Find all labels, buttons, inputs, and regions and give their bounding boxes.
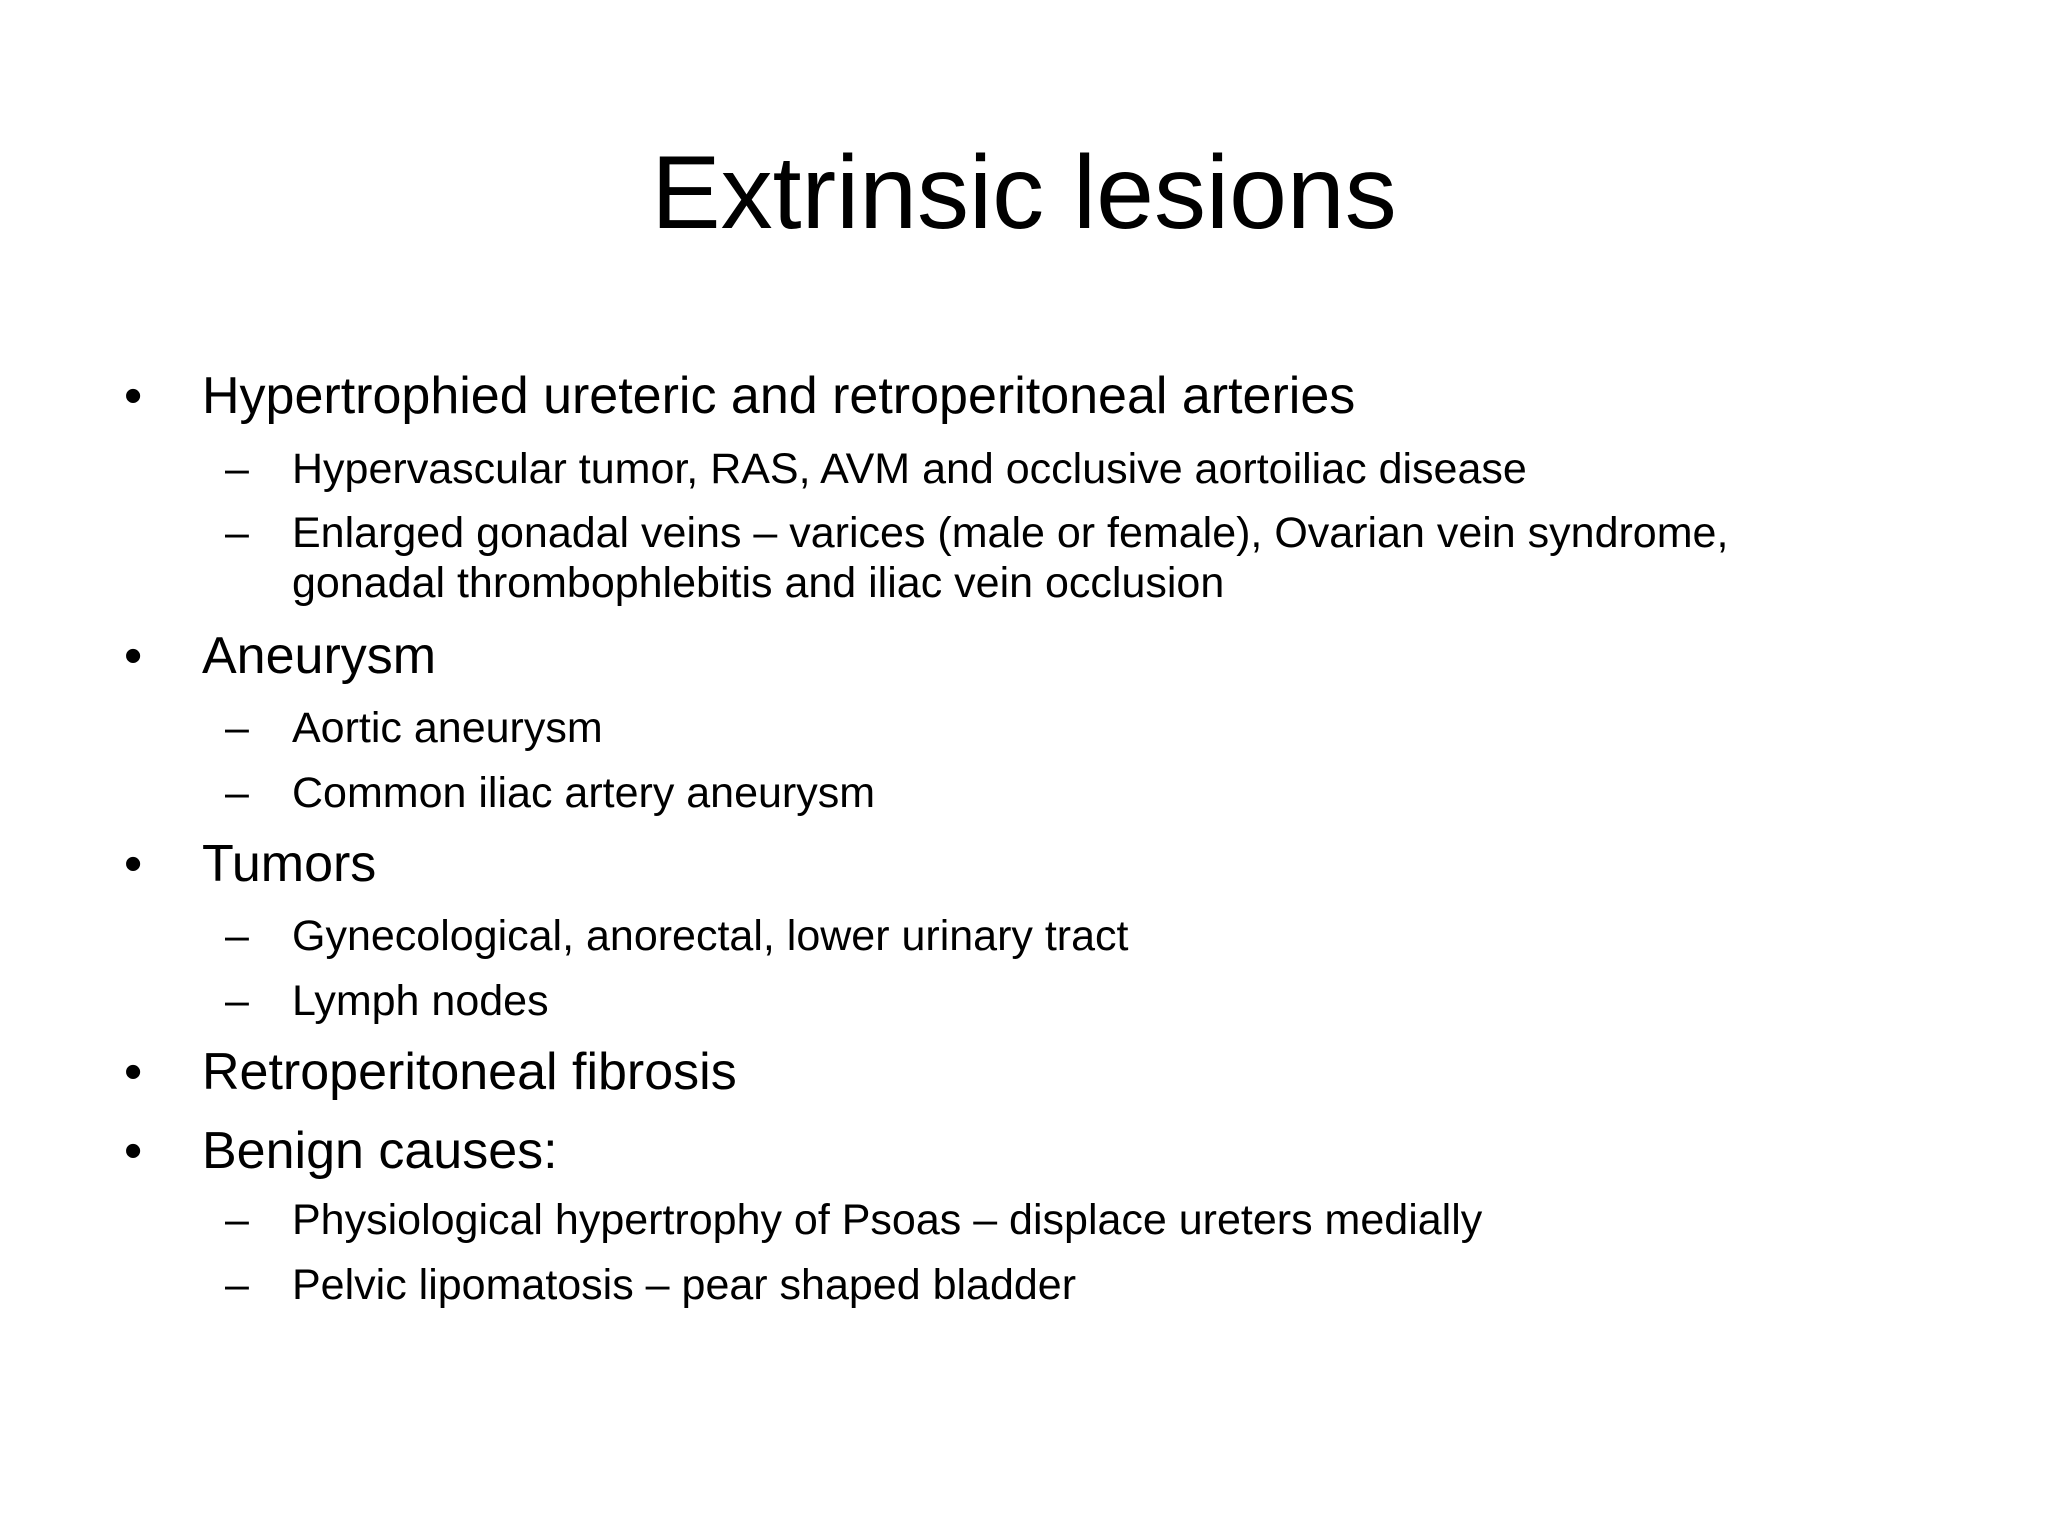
dash-icon: – <box>225 704 249 752</box>
bullet-icon: • <box>124 835 143 893</box>
sub-list-item: Common iliac artery aneurysm <box>292 769 876 817</box>
dash-icon: – <box>225 1196 249 1244</box>
sub-list-item: Aortic aneurysm <box>292 704 603 752</box>
bullet-icon: • <box>124 367 143 425</box>
dash-icon: – <box>225 912 249 960</box>
list-item: Benign causes: <box>202 1122 558 1180</box>
dash-icon: – <box>225 445 249 493</box>
sub-list-item: Enlarged gonadal veins – varices (male or female), Ovarian vein syndrome, <box>292 509 1729 557</box>
dash-icon: – <box>225 1261 249 1309</box>
sub-list-item: Lymph nodes <box>292 977 549 1025</box>
sub-list-item-continuation: gonadal thrombophlebitis and iliac vein occlusion <box>292 559 1225 607</box>
slide-title: Extrinsic lesions <box>651 135 1397 251</box>
bullet-icon: • <box>124 1122 143 1180</box>
list-item: Aneurysm <box>202 627 437 685</box>
sub-list-item: Physiological hypertrophy of Psoas – displace ureters medially <box>292 1196 1483 1244</box>
list-item: Retroperitoneal fibrosis <box>202 1043 737 1101</box>
sub-list-item: Hypervascular tumor, RAS, AVM and occlusive aortoiliac disease <box>292 445 1527 493</box>
dash-icon: – <box>225 977 249 1025</box>
list-item: Hypertrophied ureteric and retroperitoneal arteries <box>202 367 1356 425</box>
dash-icon: – <box>225 509 249 557</box>
bullet-icon: • <box>124 627 143 685</box>
list-item: Tumors <box>202 835 377 893</box>
dash-icon: – <box>225 769 249 817</box>
sub-list-item: Gynecological, anorectal, lower urinary tract <box>292 912 1129 960</box>
bullet-icon: • <box>124 1043 143 1101</box>
sub-list-item: Pelvic lipomatosis – pear shaped bladder <box>292 1261 1077 1309</box>
